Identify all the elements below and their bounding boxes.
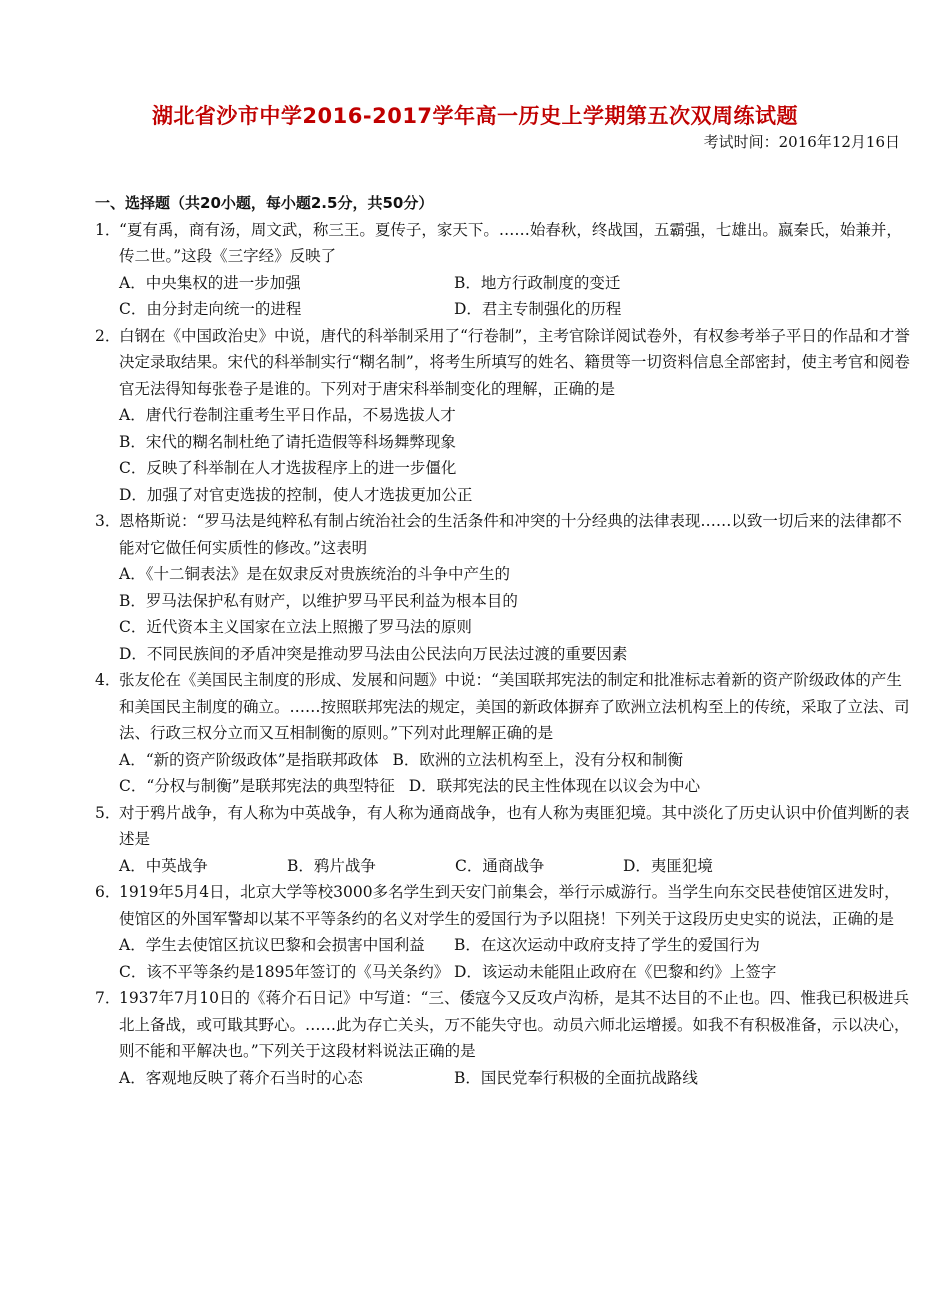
option-c: C．由分封走向统一的进程 [119,300,302,318]
question-5 [95,800,910,880]
option-b: B．欧洲的立法机构至上，没有分权和制衡 [392,750,683,769]
question-options [95,270,910,323]
question-stem [95,879,910,932]
option-c: C．“分权与制衡”是联邦宪法的典型特征 [119,777,395,795]
option-a: A．学生去使馆区抗议巴黎和会损害中国利益 [119,936,425,954]
option-c: C．近代资本主义国家在立法上照搬了罗马法的原则 [119,618,472,636]
question-7 [95,985,910,1091]
question-4 [95,667,910,800]
option-d: D．君主专制强化的历程 [454,300,622,318]
question-text: 1919年5月4日，北京大学等校3000多名学生到天安门前集会，举行示威游行。当学生向东交民巷使馆区进发时，使馆区的外国军警却以某不平等条约的名义对学生的爱国行为予以阻挠！下列关于这段历史史实的说法，正确的是 [119,883,900,928]
question-text: “夏有禹，商有汤，周文武，称三王。夏传子，家天下。……始春秋，终战国，五霸强，七雄出。嬴秦氏，始兼并，传二世。”这段《三字经》反映了 [119,220,902,265]
option-d: D．该运动未能阻止政府在《巴黎和约》上签字 [454,962,777,981]
option-c: C．通商战争 [455,856,545,875]
question-number: 1． [95,220,121,239]
option-b: B．罗马法保护私有财产，以维护罗马平民利益为根本目的 [119,591,518,610]
question-section [95,190,910,1091]
section-heading: 一、选择题（共20小题，每小题2.5分，共50分） [95,194,434,212]
document-title: 湖北省沙市中学2016-2017学年高一历史上学期第五次双周练试题 [151,104,799,128]
question-stem [95,323,910,403]
question-options [95,932,910,985]
option-b: B．鸦片战争 [287,856,376,875]
option-a: A．“新的资产阶级政体”是指联邦政体 [119,750,379,769]
question-number: 4． [95,671,121,689]
question-1 [95,217,910,323]
option-d: D．不同民族间的矛盾冲突是推动罗马法由公民法向万民法过渡的重要因素 [119,644,628,663]
question-stem [95,217,910,270]
exam-time: 考试时间：2016年12月16日 [703,133,900,151]
option-b: B．宋代的糊名制杜绝了请托造假等科场舞弊现象 [119,432,456,451]
option-a: A．中央集权的进一步加强 [119,273,301,292]
option-a: A．中英战争 [119,856,208,875]
question-stem [95,800,910,853]
question-stem [95,985,910,1065]
question-6 [95,879,910,985]
option-a: A．唐代行卷制注重考生平日作品，不易选拔人才 [119,406,456,424]
question-stem [95,667,910,747]
question-number: 3． [95,512,121,530]
option-c: C．该不平等条约是1895年签订的《马关条约》 [119,962,450,981]
question-text: 张友伦在《美国民主制度的形成、发展和问题》中说：“美国联邦宪法的制定和批准标志着新的资产阶级政体的产生和美国民主制度的确立。……按照联邦宪法的规定，美国的新政体摒弃了欧洲立法机构至上的传统，采取了立法、司法、行政三权分立而又互相制衡的原则。”下列对此理解正确的是 [119,671,910,742]
question-number: 2． [95,326,121,345]
option-b: B．地方行政制度的变迁 [454,273,621,292]
question-text: 1937年7月10日的《蒋介石日记》中写道：“三、倭寇今又反攻卢沟桥，是其不达目的不止也。四、惟我已积极进兵北上备战，或可戢其野心。……此为存亡关头，万不能失守也。动员六师北运增援。如我不有积极准备，示以决心，则不能和平解决也。”下列关于这段材料说法正确的是 [119,989,910,1060]
question-text: 对于鸦片战争，有人称为中英战争，有人称为通商战争，也有人称为夷匪犯境。其中淡化了历史认识中价值判断的表述是 [119,803,910,848]
question-2 [95,323,910,509]
question-text: 恩格斯说：“罗马法是纯粹私有制占统治社会的生活条件和冲突的十分经典的法律表现……以致一切后来的法律都不能对它做任何实质性的修改。”这表明 [119,512,902,557]
option-d: D．加强了对官吏选拔的控制，使人才选拔更加公正 [119,485,473,504]
question-options [95,747,910,800]
question-stem [95,508,910,561]
question-number: 6． [95,883,121,901]
option-c: C．反映了科举制在人才选拔程序上的进一步僵化 [119,459,457,477]
option-a: A．客观地反映了蒋介石当时的心态 [119,1068,363,1087]
option-a: A．《十二铜表法》是在奴隶反对贵族统治的斗争中产生的 [119,565,510,583]
question-options [95,561,910,667]
option-b: B．在这次运动中政府支持了学生的爱国行为 [454,936,760,954]
question-options [95,853,910,880]
option-d: D．夷匪犯境 [623,856,713,875]
question-3 [95,508,910,667]
question-number: 5． [95,803,121,822]
question-options [95,402,910,508]
question-options [95,1065,910,1092]
option-d: D．联邦宪法的民主性体现在以议会为中心 [408,777,701,795]
question-text: 白钢在《中国政治史》中说，唐代的科举制采用了“行卷制”，主考官除详阅试卷外，有权参考举子平日的作品和才誉决定录取结果。宋代的科举制实行“糊名制”，将考生所填写的姓名、籍贯等一切资料信息全部密封，使主考官和阅卷官无法得知每张卷子是谁的。下列对于唐宋科举制变化的理解，正确的是 [119,326,910,398]
option-b: B．国民党奉行积极的全面抗战路线 [454,1068,698,1087]
question-number: 7． [95,989,121,1007]
